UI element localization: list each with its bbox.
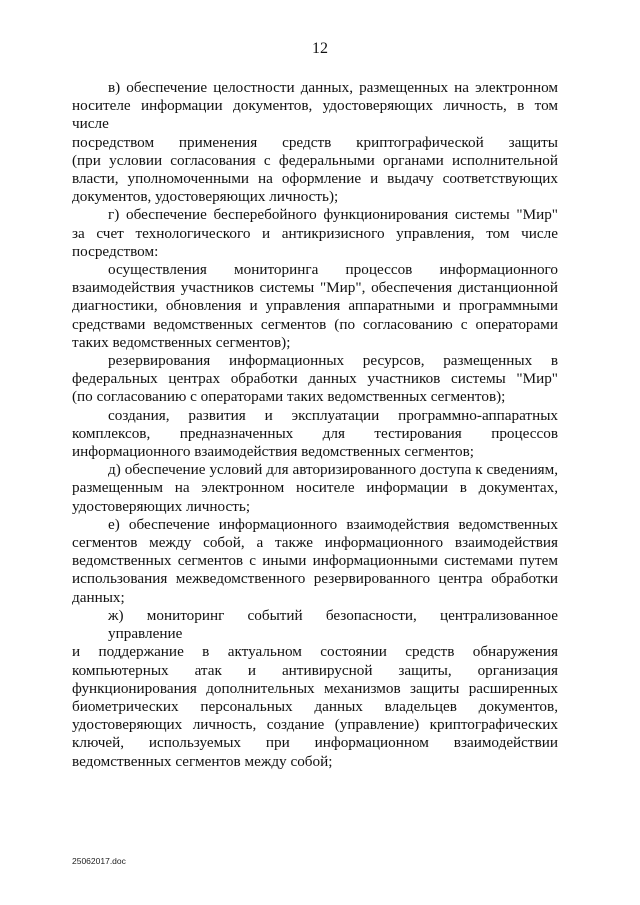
- subitem-monitoring-line: средствами ведомственных сегментов (по согласованию с операторами: [72, 315, 558, 333]
- subitem-reservation-line: (по согласованию с операторами таких ведомственных сегментов);: [72, 388, 506, 406]
- paragraph-e-line: е) обеспечение информационного взаимодействия ведомственных: [108, 515, 558, 533]
- subitem-monitoring-line: диагностики, обновления и управления аппаратными и программными: [72, 297, 558, 315]
- paragraph-v-line: документов, удостоверяющих личность);: [72, 188, 339, 206]
- paragraph-v-line: (при условии согласования с федеральными органами исполнительной: [72, 151, 558, 169]
- paragraph-zh-line: ключей, используемых при информационном взаимодействии: [72, 734, 558, 752]
- paragraph-v-line: посредством применения средств криптографической защиты: [72, 133, 558, 151]
- paragraph-v-line: в) обеспечение целостности данных, размещенных на электронном: [108, 79, 558, 96]
- paragraph-g-line: за счет технологического и антикризисного управления, том числе: [72, 224, 558, 242]
- paragraph-e-line: использования межведомственного резервированного центра обработки: [72, 570, 558, 588]
- subitem-monitoring-line: осуществления мониторинга процессов информационного: [108, 261, 558, 279]
- paragraph-zh-line: функционирования дополнительных механизмов защиты расширенных: [72, 679, 558, 697]
- paragraph-e-line: сегментов между собой, а также информационного взаимодействия: [72, 534, 558, 552]
- paragraph-zh-line: биометрических персональных данных владельцев документов,: [72, 697, 558, 715]
- paragraph-g-line: посредством:: [72, 242, 159, 260]
- paragraph-d-line: размещенным на электронном носителе информации в документах,: [72, 479, 558, 497]
- paragraph-zh-line: и поддержание в актуальном состоянии средств обнаружения: [72, 643, 558, 661]
- paragraph-e-line: данных;: [72, 588, 125, 606]
- paragraph-g-line: г) обеспечение бесперебойного функционирования системы "Мир": [108, 206, 558, 224]
- paragraph-d-line: д) обеспечение условий для авторизированного доступа к сведениям,: [108, 461, 558, 479]
- subitem-creation-line: создания, развития и эксплуатации программно-аппаратных: [108, 406, 558, 424]
- subitem-reservation-line: резервирования информационных ресурсов, размещенных в: [108, 352, 558, 370]
- paragraph-zh-line: ж) мониторинг событий безопасности, централизованное управление: [108, 606, 558, 643]
- paragraph-v-line: носителе информации документов, удостоверяющих личность, в том числе: [72, 97, 558, 133]
- paragraph-zh-line: ведомственных сегментов между собой;: [72, 752, 333, 770]
- paragraph-d-line: удостоверяющих личность;: [72, 497, 251, 515]
- paragraph-zh-line: удостоверяющих личность, создание (управление) криптографических: [72, 716, 558, 734]
- paragraph-e-line: ведомственных сегментов с иными информационными системами путем: [72, 552, 558, 570]
- page-number: 12: [312, 40, 328, 57]
- footer-filename: 25062017.doc: [72, 856, 126, 866]
- subitem-monitoring-line: таких ведомственных сегментов);: [72, 333, 291, 351]
- paragraph-zh-line: компьютерных атак и антивирусной защиты, организация: [72, 661, 558, 679]
- subitem-creation-line: комплексов, предназначенных для тестирования процессов: [72, 424, 558, 442]
- document-body: [72, 79, 558, 771]
- paragraph-v-line: власти, уполномоченными на оформление и выдачу соответствующих: [72, 170, 558, 188]
- subitem-reservation-line: федеральных центрах обработки данных участников системы "Мир": [72, 370, 558, 388]
- subitem-monitoring-line: взаимодействия участников системы "Мир", обеспечения дистанционной: [72, 279, 558, 297]
- subitem-creation-line: информационного взаимодействия ведомственных сегментов;: [72, 443, 475, 461]
